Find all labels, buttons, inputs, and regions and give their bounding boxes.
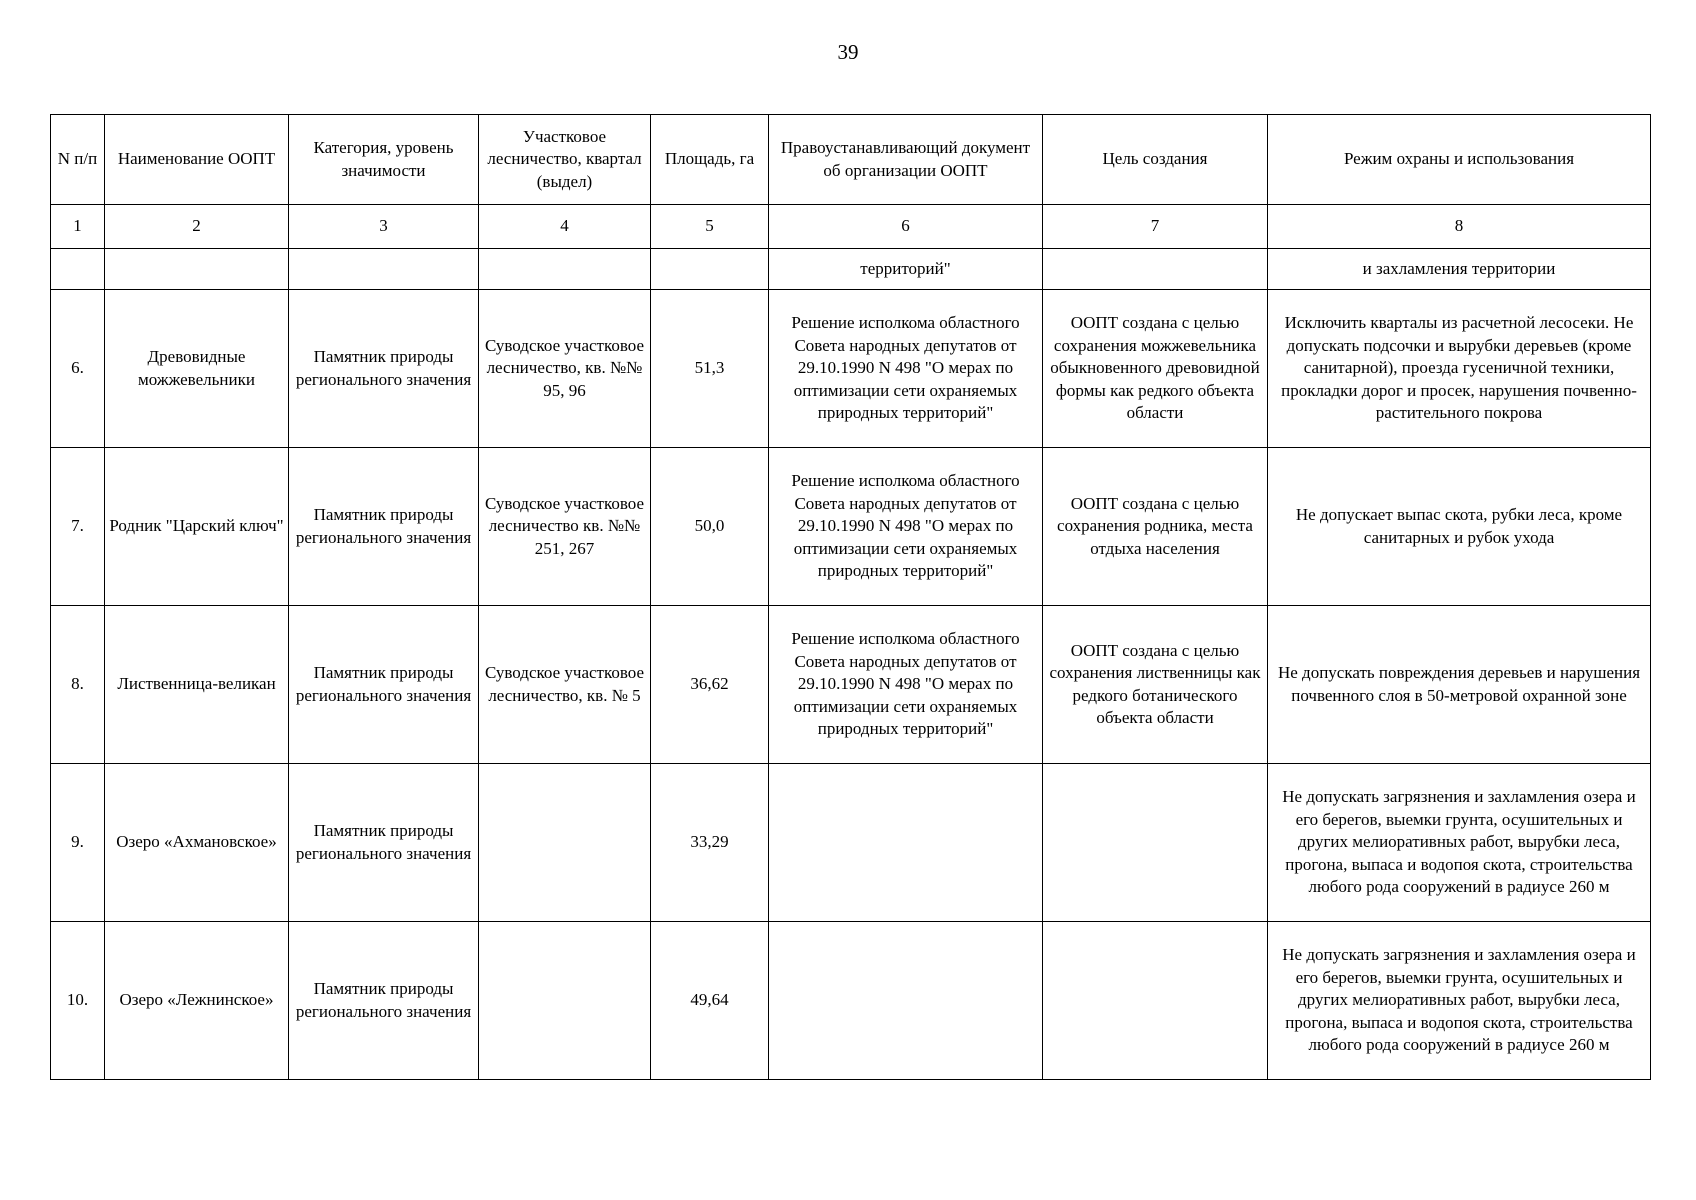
name-cell: Лиственница-великан: [105, 606, 289, 764]
row-number-cell: 7.: [51, 448, 105, 606]
category-cell: Памятник природы регионального значения: [289, 764, 479, 922]
header-cell-purpose: Цель создания: [1043, 115, 1268, 205]
table-cell: [289, 249, 479, 290]
document-cell: [769, 922, 1043, 1080]
category-cell: Памятник природы регионального значения: [289, 448, 479, 606]
header-cell-n: N п/п: [51, 115, 105, 205]
column-number: 5: [651, 205, 769, 249]
header-cell-document: Правоустанавливающий документ об организации ООПТ: [769, 115, 1043, 205]
document-cell: Решение исполкома областного Совета народных депутатов от 29.10.1990 N 498 "О мерах по оптимизации сети охраняемых природных территорий": [769, 448, 1043, 606]
area-cell: 36,62: [651, 606, 769, 764]
table-cell: [1043, 249, 1268, 290]
name-cell: Родник "Царский ключ": [105, 448, 289, 606]
document-cell: Решение исполкома областного Совета народных депутатов от 29.10.1990 N 498 "О мерах по оптимизации сети охраняемых природных территорий": [769, 290, 1043, 448]
category-cell: Памятник природы регионального значения: [289, 290, 479, 448]
page-number: 39: [837, 40, 859, 64]
header-cell-name: Наименование ООПТ: [105, 115, 289, 205]
continuation-regime-cell: и захламления территории: [1268, 249, 1651, 290]
table-cell: [51, 249, 105, 290]
forestry-cell: Суводское участковое лесничество, кв. №№ 95, 96: [479, 290, 651, 448]
header-cell-category: Категория, уровень значимости: [289, 115, 479, 205]
protected-areas-table: [50, 114, 1651, 1080]
continuation-row: [51, 249, 1651, 290]
document-cell: Решение исполкома областного Совета народных депутатов от 29.10.1990 N 498 "О мерах по оптимизации сети охраняемых природных территорий": [769, 606, 1043, 764]
area-cell: 33,29: [651, 764, 769, 922]
regime-cell: Не допускать загрязнения и захламления озера и его берегов, выемки грунта, осушительных и других мелиоративных работ, вырубки леса, прогона, выпаса и водопоя скота, строительства любого рода сооружений в радиусе 260 м: [1268, 922, 1651, 1080]
regime-cell: Не допускать загрязнения и захламления озера и его берегов, выемки грунта, осушительных и других мелиоративных работ, вырубки леса, прогона, выпаса и водопоя скота, строительства любого рода сооружений в радиусе 260 м: [1268, 764, 1651, 922]
table-cell: [105, 249, 289, 290]
column-number: 7: [1043, 205, 1268, 249]
row-number-cell: 6.: [51, 290, 105, 448]
header-cell-forestry: Участковое лесничество, квартал (выдел): [479, 115, 651, 205]
name-cell: Озеро «Лежнинское»: [105, 922, 289, 1080]
area-cell: 51,3: [651, 290, 769, 448]
table-cell: [479, 249, 651, 290]
header-cell-area: Площадь, га: [651, 115, 769, 205]
area-cell: 50,0: [651, 448, 769, 606]
name-cell: Древовидные можжевельники: [105, 290, 289, 448]
category-cell: Памятник природы регионального значения: [289, 922, 479, 1080]
column-number: 6: [769, 205, 1043, 249]
column-number: 8: [1268, 205, 1651, 249]
purpose-cell: ООПТ создана с целью сохранения можжевельника обыкновенного древовидной формы как редкого объекта области: [1043, 290, 1268, 448]
column-number: 3: [289, 205, 479, 249]
table-cell: [651, 249, 769, 290]
row-number-cell: 9.: [51, 764, 105, 922]
column-number: 1: [51, 205, 105, 249]
row-number-cell: 10.: [51, 922, 105, 1080]
table-row: [51, 606, 1651, 764]
forestry-cell: Суводское участковое лесничество, кв. № 5: [479, 606, 651, 764]
name-cell: Озеро «Ахмановское»: [105, 764, 289, 922]
document-cell: [769, 764, 1043, 922]
forestry-cell: [479, 764, 651, 922]
regime-cell: Исключить кварталы из расчетной лесосеки. Не допускать подсочки и вырубки деревьев (кроме санитарной), проезда гусеничной техники, прокладки дорог и просек, нарушения почвенно-растительного покрова: [1268, 290, 1651, 448]
forestry-cell: Суводское участковое лесничество кв. №№ 251, 267: [479, 448, 651, 606]
regime-cell: Не допускает выпас скота, рубки леса, кроме санитарных и рубок ухода: [1268, 448, 1651, 606]
area-cell: 49,64: [651, 922, 769, 1080]
row-number-cell: 8.: [51, 606, 105, 764]
column-number: 4: [479, 205, 651, 249]
purpose-cell: [1043, 922, 1268, 1080]
table-row: [51, 764, 1651, 922]
purpose-cell: [1043, 764, 1268, 922]
purpose-cell: ООПТ создана с целью сохранения родника, места отдыха населения: [1043, 448, 1268, 606]
table-row: [51, 290, 1651, 448]
column-number: 2: [105, 205, 289, 249]
table-row: [51, 448, 1651, 606]
table-row: [51, 922, 1651, 1080]
forestry-cell: [479, 922, 651, 1080]
header-cell-regime: Режим охраны и использования: [1268, 115, 1651, 205]
header-row: [51, 115, 1651, 205]
regime-cell: Не допускать повреждения деревьев и нарушения почвенного слоя в 50-метровой охранной зоне: [1268, 606, 1651, 764]
column-number-row: [51, 205, 1651, 249]
continuation-document-cell: территорий": [769, 249, 1043, 290]
purpose-cell: ООПТ создана с целью сохранения лиственницы как редкого ботанического объекта области: [1043, 606, 1268, 764]
category-cell: Памятник природы регионального значения: [289, 606, 479, 764]
